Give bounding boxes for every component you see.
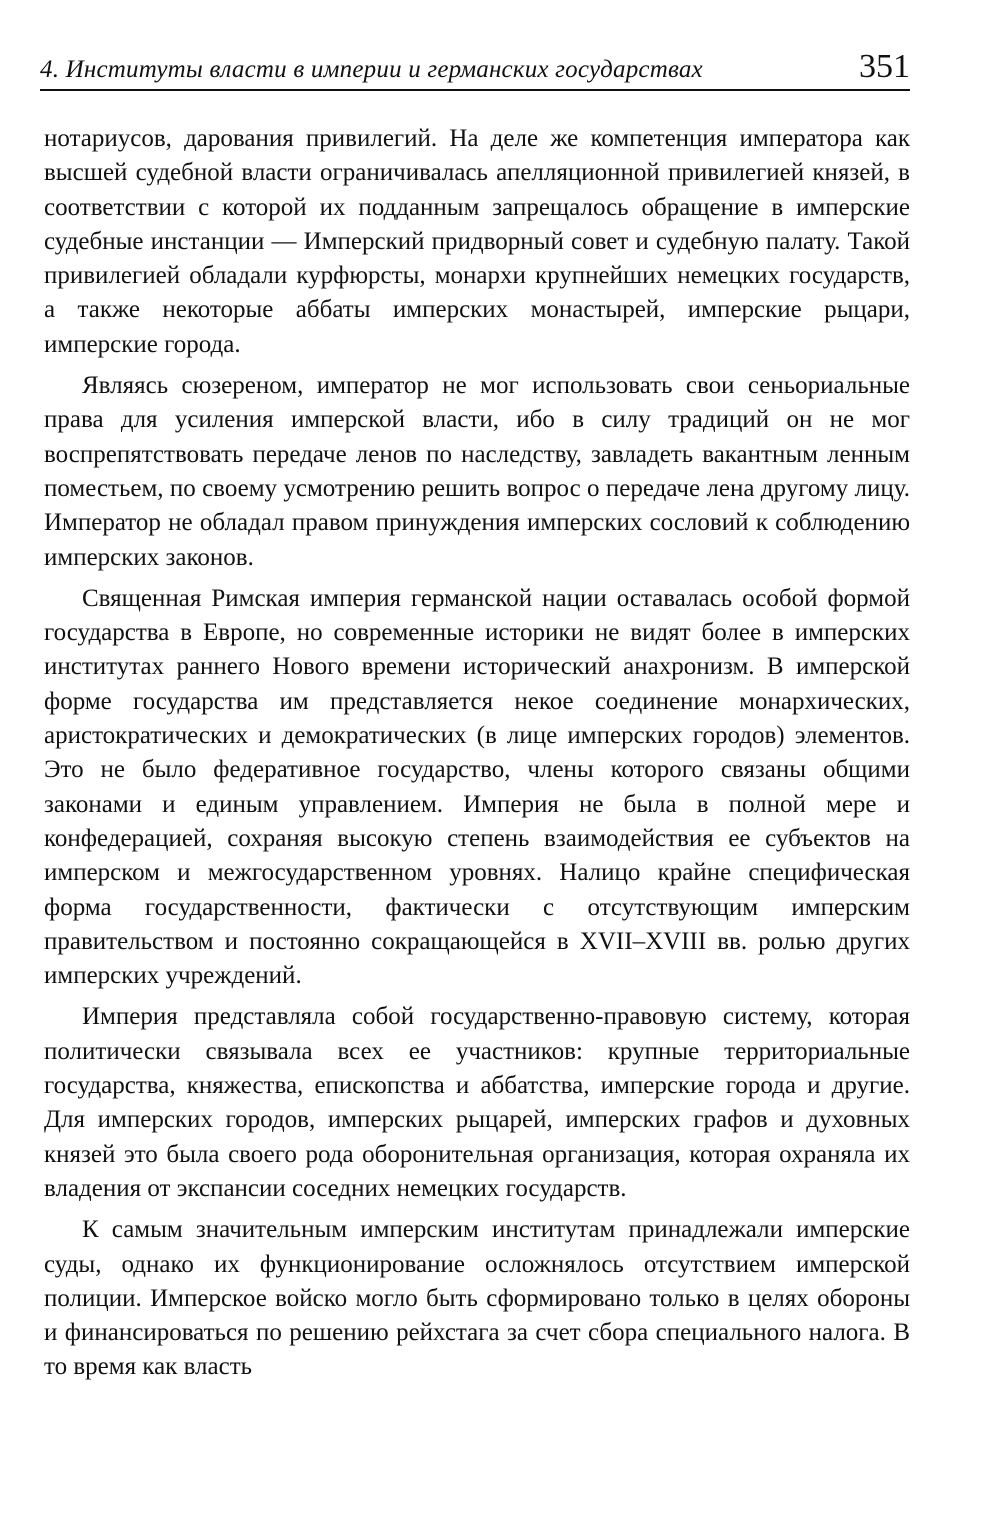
paragraph-5: К самым значительным имперским институтам принадлежали имперские суды, однако их функционирование осложнялось отсутствием имперской полиции. Имперское войско могло быть сформировано только в целях обороны и финансироваться по решению рейхстага за счет сбора специального налога. В то время как власть (44, 1216, 910, 1381)
paragraph-2: Являясь сюзереном, император не мог использовать свои сеньориальные права для усиления имперской власти, ибо в силу традиций он не мог воспрепятствовать передаче ленов по наследству, завладеть вакантным ленным поместьем, по своему усмотрению решить вопрос о передаче лена другому лицу. Император не обладал правом принуждения имперских сословий к соблюдению имперских законов. (44, 372, 910, 571)
paragraph-3: Священная Римская империя германской нации оставалась особой формой государства в Европе, но современные историки не видят более в имперских институтах раннего Нового времени исторический анахронизм. В имперской форме государства им представляется некое соединение монархических, аристократических и демократических (в лице имперских городов) элементов. Это не было федеративное государство, члены которого связаны общими законами и единым управлением. Империя не была в полной мере и конфедерацией, сохраняя высокую степень взаимодействия ее субъектов на имперском и межгосударственном уровнях. Налицо крайне специфическая форма государственности, фактически с отсутствующим имперским правительством и постоянно сокращающейся в XVII–XVIII вв. ролью других имперских учреждений. (44, 584, 910, 990)
paragraph-1: нотариусов, дарования привилегий. На деле же компетенция императора как высшей судебной власти ограничивалась апелляционной привилегией князей, в соответствии с которой их подданным запрещалось обращение в имперские судебные инстанции — Имперский придворный совет и судебную палату. Такой привилегией обладали курфюрсты, монархи крупнейших немецких государств, а также некоторые аббаты имперских монастырей, имперские рыцари, имперские города. (44, 125, 910, 358)
page-number: 351 (859, 48, 910, 85)
running-head (40, 38, 910, 86)
running-title: 4. Институты власти в империи и германских государствах (40, 56, 703, 83)
paragraph-4: Империя представляла собой государственно-правовую систему, которая политически связывала всех ее участников: крупные территориальные государства, княжества, епископства и аббатства, имперские города и другие. Для имперских городов, имперских рыцарей, имперских графов и духовных князей это была своего рода оборонительная организация, которая охраняла их владения от экспансии соседних немецких государств. (44, 1003, 910, 1202)
body-text (44, 122, 910, 1392)
header-rule (40, 89, 910, 91)
